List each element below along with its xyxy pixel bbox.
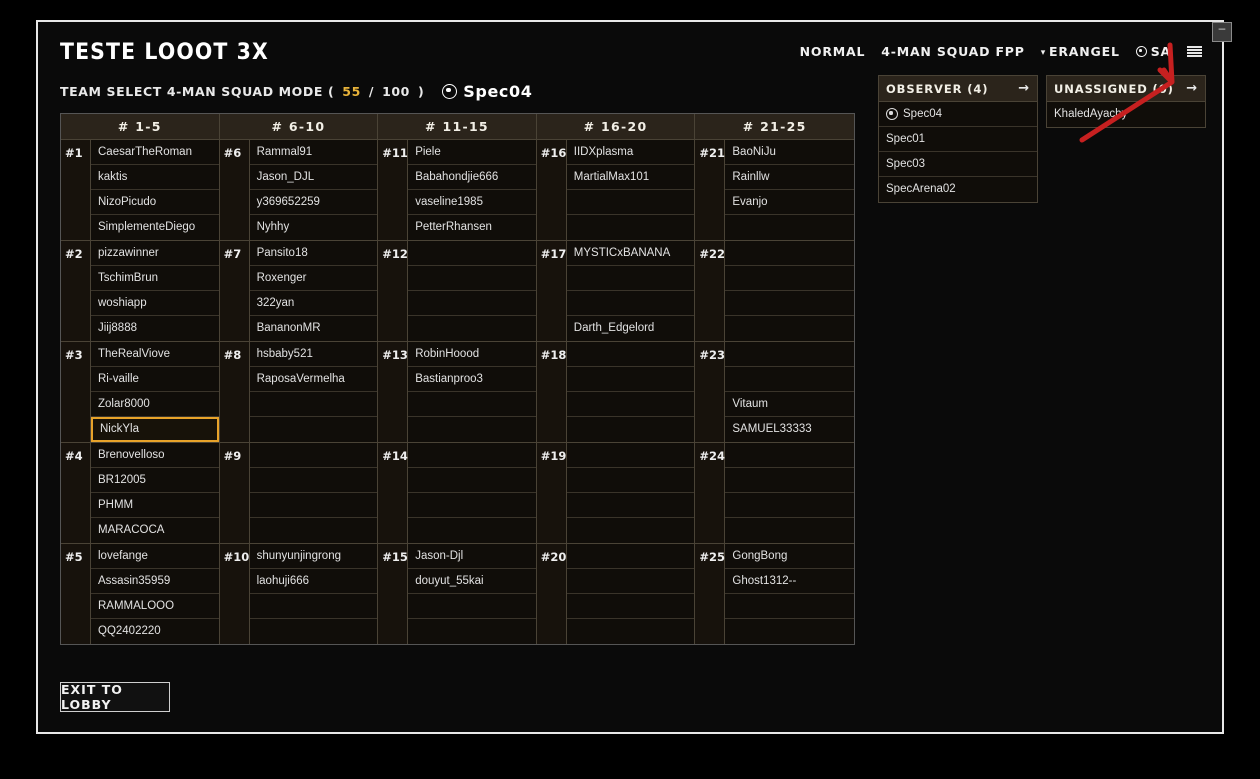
player-slot[interactable] — [567, 619, 695, 644]
player-slot[interactable] — [408, 468, 536, 493]
player-count-total: 100 — [382, 84, 410, 99]
nav-squad-type[interactable]: 4-MAN SQUAD FPP — [881, 44, 1025, 59]
player-slot[interactable] — [250, 417, 378, 442]
team-number: #11 — [378, 140, 408, 240]
player-slot[interactable] — [567, 266, 695, 291]
player-slot[interactable] — [725, 619, 854, 644]
arrow-right-icon[interactable]: → — [1186, 81, 1198, 96]
team-slots — [91, 443, 219, 543]
team-slots — [91, 241, 219, 341]
team-number: #12 — [378, 241, 408, 341]
player-slot[interactable]: RaposaVermelha — [250, 367, 378, 392]
player-slot[interactable] — [567, 417, 695, 442]
player-slot[interactable]: MartialMax101 — [567, 165, 695, 190]
team-column-header: # 21-25 — [695, 114, 854, 140]
team-column-header: # 16-20 — [537, 114, 695, 140]
team-number: #9 — [220, 443, 250, 543]
player-slot[interactable]: Jiij8888 — [91, 316, 219, 341]
team-number: #23 — [695, 342, 725, 442]
player-slot[interactable] — [408, 291, 536, 316]
team-number: #5 — [61, 544, 91, 644]
exit-to-lobby-button[interactable]: EXIT TO LOBBY — [60, 682, 170, 712]
team-slots — [91, 140, 219, 240]
team-row — [61, 241, 219, 342]
team-slots — [250, 443, 378, 543]
team-number: #17 — [537, 241, 567, 341]
observer-panel-title: OBSERVER (4) — [886, 81, 989, 96]
player-slot[interactable] — [408, 619, 536, 644]
player-slot[interactable]: IIDXplasma — [567, 140, 695, 165]
team-slots — [725, 443, 854, 543]
player-slot[interactable] — [567, 215, 695, 240]
team-number: #3 — [61, 342, 91, 442]
team-row — [61, 342, 219, 443]
team-number: #20 — [537, 544, 567, 644]
team-slots — [567, 342, 695, 442]
player-slot[interactable]: Ghost1312-- — [725, 569, 854, 594]
unassigned-panel-title: UNASSIGNED (0) — [1054, 81, 1174, 96]
player-slot[interactable] — [250, 443, 378, 468]
page-title: TESTE LOOOT 3X — [60, 40, 269, 65]
nav-map-erangel[interactable]: ▾ ERANGEL — [1041, 44, 1120, 59]
player-slot[interactable]: Jason-Djl — [408, 544, 536, 569]
player-slot[interactable]: Nyhhy — [250, 215, 378, 240]
player-slot[interactable]: PetterRhansen — [408, 215, 536, 240]
player-slot[interactable]: MARACOCA — [91, 518, 219, 543]
player-slot[interactable]: Piele — [408, 140, 536, 165]
team-number: #16 — [537, 140, 567, 240]
player-count-current: 55 — [342, 84, 361, 99]
panel-row[interactable] — [1047, 102, 1205, 127]
team-slots — [725, 342, 854, 442]
player-slot[interactable] — [567, 342, 695, 367]
team-row — [378, 342, 536, 443]
player-slot[interactable]: BananonMR — [250, 316, 378, 341]
team-number: #24 — [695, 443, 725, 543]
player-slot[interactable]: Evanjo — [725, 190, 854, 215]
player-slot[interactable] — [567, 443, 695, 468]
player-slot[interactable] — [567, 190, 695, 215]
player-slot[interactable] — [567, 569, 695, 594]
player-slot[interactable] — [250, 493, 378, 518]
player-slot[interactable] — [725, 215, 854, 240]
unassigned-panel-header[interactable] — [1047, 76, 1205, 102]
team-row — [61, 544, 219, 644]
player-slot[interactable] — [250, 518, 378, 543]
team-slots — [91, 544, 219, 644]
observer-panel — [878, 75, 1038, 203]
player-slot[interactable]: vaseline1985 — [408, 190, 536, 215]
team-number: #14 — [378, 443, 408, 543]
panel-row-label: Spec01 — [886, 132, 926, 145]
nav-mode-normal[interactable]: NORMAL — [799, 44, 866, 59]
team-row — [61, 140, 219, 241]
player-slot[interactable] — [408, 316, 536, 341]
top-nav — [800, 44, 1202, 59]
panel-row-label: KhaledAyachy — [1054, 108, 1128, 120]
team-slots — [408, 443, 536, 543]
spectator-badge — [442, 82, 532, 101]
player-slot[interactable] — [250, 619, 378, 644]
player-slot[interactable]: Bastianproo3 — [408, 367, 536, 392]
team-column — [378, 114, 537, 644]
player-slot[interactable]: SAMUEL33333 — [725, 417, 854, 442]
player-slot[interactable]: hsbaby521 — [250, 342, 378, 367]
team-slots — [91, 342, 219, 442]
player-slot[interactable]: RAMMALOOO — [91, 594, 219, 619]
player-slot[interactable] — [725, 266, 854, 291]
team-row — [378, 443, 536, 544]
team-row — [695, 140, 854, 241]
team-row — [220, 241, 378, 342]
panel-row[interactable] — [879, 127, 1037, 152]
team-row — [220, 443, 378, 544]
player-slot[interactable] — [725, 316, 854, 341]
team-slots — [408, 342, 536, 442]
player-slot[interactable] — [408, 493, 536, 518]
team-row — [695, 342, 854, 443]
subtitle-text-before: TEAM SELECT 4-MAN SQUAD MODE ( — [60, 84, 335, 99]
team-slots — [250, 241, 378, 341]
player-slot[interactable] — [250, 594, 378, 619]
player-slot[interactable] — [408, 266, 536, 291]
team-slots — [567, 241, 695, 341]
player-slot[interactable]: pizzawinner — [91, 241, 219, 266]
player-slot[interactable]: QQ2402220 — [91, 619, 219, 644]
panel-row[interactable] — [879, 152, 1037, 177]
team-slots — [725, 544, 854, 644]
team-row — [695, 241, 854, 342]
player-slot[interactable] — [567, 544, 695, 569]
team-slots — [250, 544, 378, 644]
team-column — [695, 114, 854, 644]
player-slot[interactable]: Babahondjie666 — [408, 165, 536, 190]
panel-row-label: Spec04 — [903, 107, 943, 120]
player-slot[interactable] — [408, 417, 536, 442]
player-slot[interactable] — [567, 518, 695, 543]
player-slot[interactable] — [408, 241, 536, 266]
subtitle-text-after: ) — [417, 84, 425, 99]
player-slot[interactable] — [725, 367, 854, 392]
team-slots — [250, 342, 378, 442]
player-slot[interactable]: BaoNiJu — [725, 140, 854, 165]
player-slot[interactable]: kaktis — [91, 165, 219, 190]
eye-icon — [1136, 46, 1147, 57]
spectator-name: Spec04 — [463, 82, 533, 101]
team-row — [537, 342, 695, 443]
team-number: #21 — [695, 140, 725, 240]
player-slot[interactable] — [725, 443, 854, 468]
player-slot[interactable]: CaesarTheRoman — [91, 140, 219, 165]
player-slot[interactable] — [725, 241, 854, 266]
eye-icon — [442, 84, 457, 99]
player-slot[interactable]: Ri-vaille — [91, 367, 219, 392]
player-slot[interactable]: 322yan — [250, 291, 378, 316]
team-select-window — [36, 20, 1224, 734]
player-slot[interactable] — [725, 518, 854, 543]
player-slot[interactable]: Zolar8000 — [91, 392, 219, 417]
player-slot[interactable] — [725, 468, 854, 493]
team-number: #18 — [537, 342, 567, 442]
team-row — [695, 544, 854, 644]
team-number: #22 — [695, 241, 725, 341]
team-slots — [408, 241, 536, 341]
player-slot[interactable] — [725, 493, 854, 518]
team-number: #13 — [378, 342, 408, 442]
team-number: #4 — [61, 443, 91, 543]
player-slot[interactable]: y369652259 — [250, 190, 378, 215]
team-row — [378, 544, 536, 644]
player-slot[interactable]: NizoPicudo — [91, 190, 219, 215]
player-slot[interactable] — [567, 493, 695, 518]
team-row — [220, 342, 378, 443]
player-slot[interactable] — [408, 594, 536, 619]
team-row — [695, 443, 854, 544]
team-row — [220, 140, 378, 241]
panel-row-label: SpecArena02 — [886, 183, 956, 195]
player-slot[interactable]: Vitaum — [725, 392, 854, 417]
team-number: #25 — [695, 544, 725, 644]
team-column — [220, 114, 379, 644]
player-slot[interactable]: SimplementeDiego — [91, 215, 219, 240]
unassigned-panel — [1046, 75, 1206, 128]
player-slot[interactable]: woshiapp — [91, 291, 219, 316]
player-slot[interactable] — [567, 392, 695, 417]
player-slot[interactable] — [250, 392, 378, 417]
team-slots — [567, 443, 695, 543]
team-number: #1 — [61, 140, 91, 240]
team-row — [378, 140, 536, 241]
player-slot[interactable] — [567, 468, 695, 493]
team-select-subtitle — [60, 82, 532, 101]
player-count-sep: / — [368, 84, 375, 99]
arrow-right-icon[interactable]: → — [1018, 81, 1030, 96]
player-slot[interactable]: Rammal91 — [250, 140, 378, 165]
nav-region-sa[interactable] — [1136, 44, 1171, 59]
list-icon[interactable] — [1187, 46, 1202, 58]
player-slot[interactable]: Rainllw — [725, 165, 854, 190]
team-row — [537, 140, 695, 241]
team-slots — [567, 140, 695, 240]
panel-row[interactable] — [879, 177, 1037, 202]
team-number: #10 — [220, 544, 250, 644]
player-slot[interactable] — [408, 443, 536, 468]
player-slot[interactable]: Jason_DJL — [250, 165, 378, 190]
team-number: #7 — [220, 241, 250, 341]
player-slot[interactable]: TschimBrun — [91, 266, 219, 291]
player-slot[interactable] — [567, 291, 695, 316]
panel-row[interactable] — [879, 102, 1037, 127]
team-number: #8 — [220, 342, 250, 442]
team-column-header: # 11-15 — [378, 114, 536, 140]
team-row — [61, 443, 219, 544]
team-number: #6 — [220, 140, 250, 240]
team-slots — [408, 544, 536, 644]
team-number: #2 — [61, 241, 91, 341]
player-slot[interactable]: Darth_Edgelord — [567, 316, 695, 341]
team-column — [61, 114, 220, 644]
player-slot[interactable] — [408, 518, 536, 543]
player-slot[interactable] — [725, 342, 854, 367]
team-slots — [725, 241, 854, 341]
player-slot[interactable]: NickYla — [91, 417, 219, 442]
player-slot[interactable]: douyut_55kai — [408, 569, 536, 594]
player-slot[interactable]: Roxenger — [250, 266, 378, 291]
player-slot[interactable]: laohuji666 — [250, 569, 378, 594]
player-slot[interactable] — [408, 392, 536, 417]
player-slot[interactable] — [567, 367, 695, 392]
player-slot[interactable] — [725, 594, 854, 619]
minimize-button[interactable]: – — [1212, 22, 1232, 42]
team-row — [378, 241, 536, 342]
team-slots — [250, 140, 378, 240]
player-slot[interactable] — [250, 468, 378, 493]
player-slot[interactable] — [725, 291, 854, 316]
teams-grid — [60, 113, 855, 645]
team-row — [537, 544, 695, 644]
observer-panel-header[interactable] — [879, 76, 1037, 102]
player-slot[interactable]: PHMM — [91, 493, 219, 518]
team-row — [220, 544, 378, 644]
player-slot[interactable]: Pansito18 — [250, 241, 378, 266]
team-row — [537, 443, 695, 544]
team-column-header: # 1-5 — [61, 114, 219, 140]
player-slot[interactable]: TheRealViove — [91, 342, 219, 367]
player-slot[interactable]: RobinHoood — [408, 342, 536, 367]
team-slots — [725, 140, 854, 240]
player-slot[interactable] — [567, 594, 695, 619]
eye-icon — [886, 108, 898, 120]
player-slot[interactable]: GongBong — [725, 544, 854, 569]
player-slot[interactable]: shunyunjingrong — [250, 544, 378, 569]
panel-row-label: Spec03 — [886, 157, 926, 170]
team-slots — [567, 544, 695, 644]
player-slot[interactable]: lovefange — [91, 544, 219, 569]
team-column-header: # 6-10 — [220, 114, 378, 140]
player-slot[interactable]: BR12005 — [91, 468, 219, 493]
team-number: #19 — [537, 443, 567, 543]
team-column — [537, 114, 696, 644]
player-slot[interactable]: MYSTICxBANANA — [567, 241, 695, 266]
nav-region-label: SA — [1150, 44, 1171, 59]
team-slots — [408, 140, 536, 240]
team-number: #15 — [378, 544, 408, 644]
player-slot[interactable]: Brenovelloso — [91, 443, 219, 468]
team-row — [537, 241, 695, 342]
player-slot[interactable]: Assasin35959 — [91, 569, 219, 594]
